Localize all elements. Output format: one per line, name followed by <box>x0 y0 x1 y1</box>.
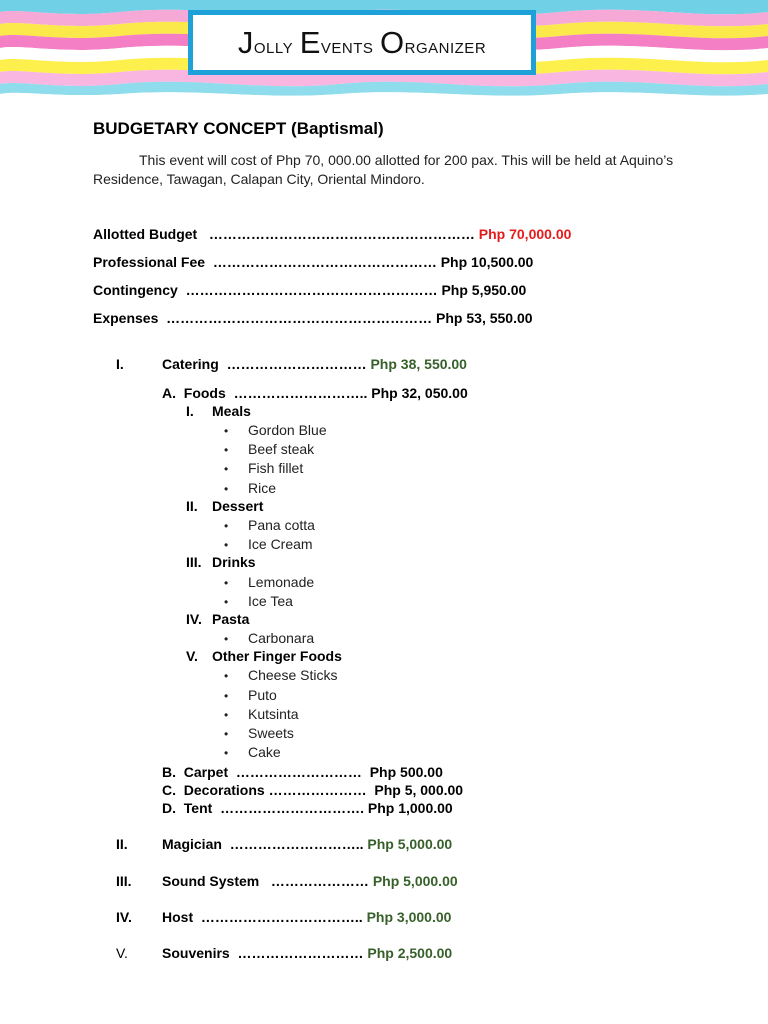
leader-dots: ………………… <box>268 782 367 798</box>
page-heading: BUDGETARY CONCEPT (Baptismal) <box>93 119 384 138</box>
item-label: Magician <box>162 836 222 852</box>
section-numeral: V. <box>116 945 128 961</box>
title-word-rest: rganizer <box>404 32 487 58</box>
leader-dots: ……………………………………………… <box>185 282 438 298</box>
group-numeral: I. <box>186 403 194 419</box>
section-line <box>162 909 451 925</box>
item-amount: Php 2,500.00 <box>367 945 453 961</box>
list-item <box>224 667 337 683</box>
section-numeral: IV. <box>116 909 132 925</box>
title-initial: E <box>299 24 321 60</box>
group-label: Pasta <box>212 611 250 627</box>
summary-amount: Php 70,000.00 <box>478 226 572 242</box>
list-item <box>224 725 294 741</box>
group-label: Drinks <box>212 554 256 570</box>
item-letter: A. <box>162 385 176 401</box>
leader-dots: ……………………….. <box>233 385 368 401</box>
group-label: Dessert <box>212 498 264 514</box>
intro-text: This event will cost of Php 70, 000.00 allotted for 200 pax. This will be held at Aquino’s Residence, Tawagan, Calapan City, Oriental Mindoro. <box>93 152 674 187</box>
item-label: Tent <box>183 800 213 816</box>
summary-label: Professional Fee <box>93 254 206 270</box>
list-item-text: Kutsinta <box>248 706 299 722</box>
catering-sub-item <box>162 782 463 798</box>
leader-dots: ……………………….. <box>229 836 364 852</box>
item-label: Souvenirs <box>162 945 230 961</box>
leader-dots: ………………………… <box>226 356 367 372</box>
intro-paragraph <box>93 151 693 189</box>
list-item-text: Ice Tea <box>248 593 293 609</box>
summary-line <box>93 254 533 270</box>
bullet-icon: • <box>224 576 229 590</box>
foods-line <box>162 385 468 401</box>
title-initial: J <box>237 24 254 60</box>
list-item-text: Cake <box>248 744 281 760</box>
group-numeral: II. <box>186 498 198 514</box>
item-label: Catering <box>162 356 219 372</box>
list-item <box>224 574 314 590</box>
catering-line <box>162 356 467 372</box>
bullet-icon: • <box>224 595 229 609</box>
item-amount: Php 5,000.00 <box>372 873 458 889</box>
section-line <box>162 945 452 961</box>
bullet-icon: • <box>224 462 229 476</box>
group-numeral: V. <box>186 648 198 664</box>
summary-label: Allotted Budget <box>93 226 198 242</box>
list-item <box>224 744 281 760</box>
section-numeral: III. <box>116 873 132 889</box>
title-word-rest: vents <box>320 32 381 58</box>
summary-line <box>93 310 533 326</box>
list-item-text: Gordon Blue <box>248 422 327 438</box>
leader-dots: ……………………… <box>237 945 364 961</box>
item-amount: Php 500.00 <box>369 764 443 780</box>
section-line <box>162 836 452 852</box>
list-item-text: Fish fillet <box>248 460 304 476</box>
group-label: Meals <box>212 403 251 419</box>
leader-dots: ……………………… <box>235 764 362 780</box>
food-group <box>186 554 256 570</box>
list-item <box>224 706 299 722</box>
bullet-icon: • <box>224 482 229 496</box>
bullet-icon: • <box>224 632 229 646</box>
group-label: Other Finger Foods <box>212 648 342 664</box>
item-letter: D. <box>162 800 176 816</box>
leader-dots: …………………………. <box>220 800 364 816</box>
bullet-icon: • <box>224 727 229 741</box>
leader-dots: ………………………………………………… <box>208 226 475 242</box>
section-numeral: I. <box>116 356 124 372</box>
list-item-text: Ice Cream <box>248 536 313 552</box>
item-amount: Php 1,000.00 <box>367 800 453 816</box>
catering-sub-item <box>162 764 443 780</box>
item-amount: Php 5,000.00 <box>367 836 453 852</box>
summary-label: Expenses <box>93 310 159 326</box>
summary-amount: Php 10,500.00 <box>440 254 534 270</box>
list-item <box>224 517 315 533</box>
summary-amount: Php 53, 550.00 <box>436 310 533 326</box>
list-item-text: Puto <box>248 687 277 703</box>
item-label: Host <box>162 909 194 925</box>
bullet-icon: • <box>224 538 229 552</box>
item-amount: Php 32, 050.00 <box>371 385 468 401</box>
item-letter: C. <box>162 782 176 798</box>
bullet-icon: • <box>224 443 229 457</box>
list-item-text: Lemonade <box>248 574 315 590</box>
list-item-text: Beef steak <box>248 441 315 457</box>
leader-dots: ………………………………………………… <box>166 310 433 326</box>
food-group <box>186 403 251 419</box>
list-item <box>224 593 293 609</box>
list-item <box>224 687 277 703</box>
leader-dots: …………………………….. <box>200 909 363 925</box>
group-numeral: III. <box>186 554 202 570</box>
bullet-icon: • <box>224 689 229 703</box>
title-initial: O <box>380 24 405 60</box>
list-item <box>224 536 313 552</box>
item-label: Sound System <box>162 873 260 889</box>
list-item <box>224 480 276 496</box>
bullet-icon: • <box>224 708 229 722</box>
section-numeral: II. <box>116 836 128 852</box>
leader-dots: ………………… <box>270 873 369 889</box>
food-group <box>186 648 342 664</box>
summary-line <box>93 282 526 298</box>
item-letter: B. <box>162 764 176 780</box>
summary-label: Contingency <box>93 282 178 298</box>
item-label: Foods <box>183 385 226 401</box>
food-group <box>186 498 263 514</box>
list-item <box>224 441 314 457</box>
food-group <box>186 611 249 627</box>
item-label: Carpet <box>183 764 229 780</box>
item-label: Decorations <box>183 782 265 798</box>
list-item-text: Carbonara <box>248 630 315 646</box>
item-amount: Php 5, 000.00 <box>374 782 464 798</box>
group-numeral: IV. <box>186 611 202 627</box>
bullet-icon: • <box>224 424 229 438</box>
section-line <box>162 873 458 889</box>
list-item-text: Cheese Sticks <box>248 667 338 683</box>
catering-sub-item <box>162 800 453 816</box>
list-item-text: Rice <box>248 480 277 496</box>
title-word-rest: olly <box>253 32 300 58</box>
list-item-text: Sweets <box>248 725 294 741</box>
list-item <box>224 460 303 476</box>
bullet-icon: • <box>224 519 229 533</box>
bullet-icon: • <box>224 746 229 760</box>
item-amount: Php 3,000.00 <box>366 909 452 925</box>
list-item <box>224 422 327 438</box>
summary-amount: Php 5,950.00 <box>441 282 527 298</box>
list-item-text: Pana cotta <box>248 517 315 533</box>
list-item <box>224 630 314 646</box>
leader-dots: ………………………………………… <box>212 254 437 270</box>
item-amount: Php 38, 550.00 <box>370 356 467 372</box>
bullet-icon: • <box>224 669 229 683</box>
summary-line <box>93 226 571 242</box>
